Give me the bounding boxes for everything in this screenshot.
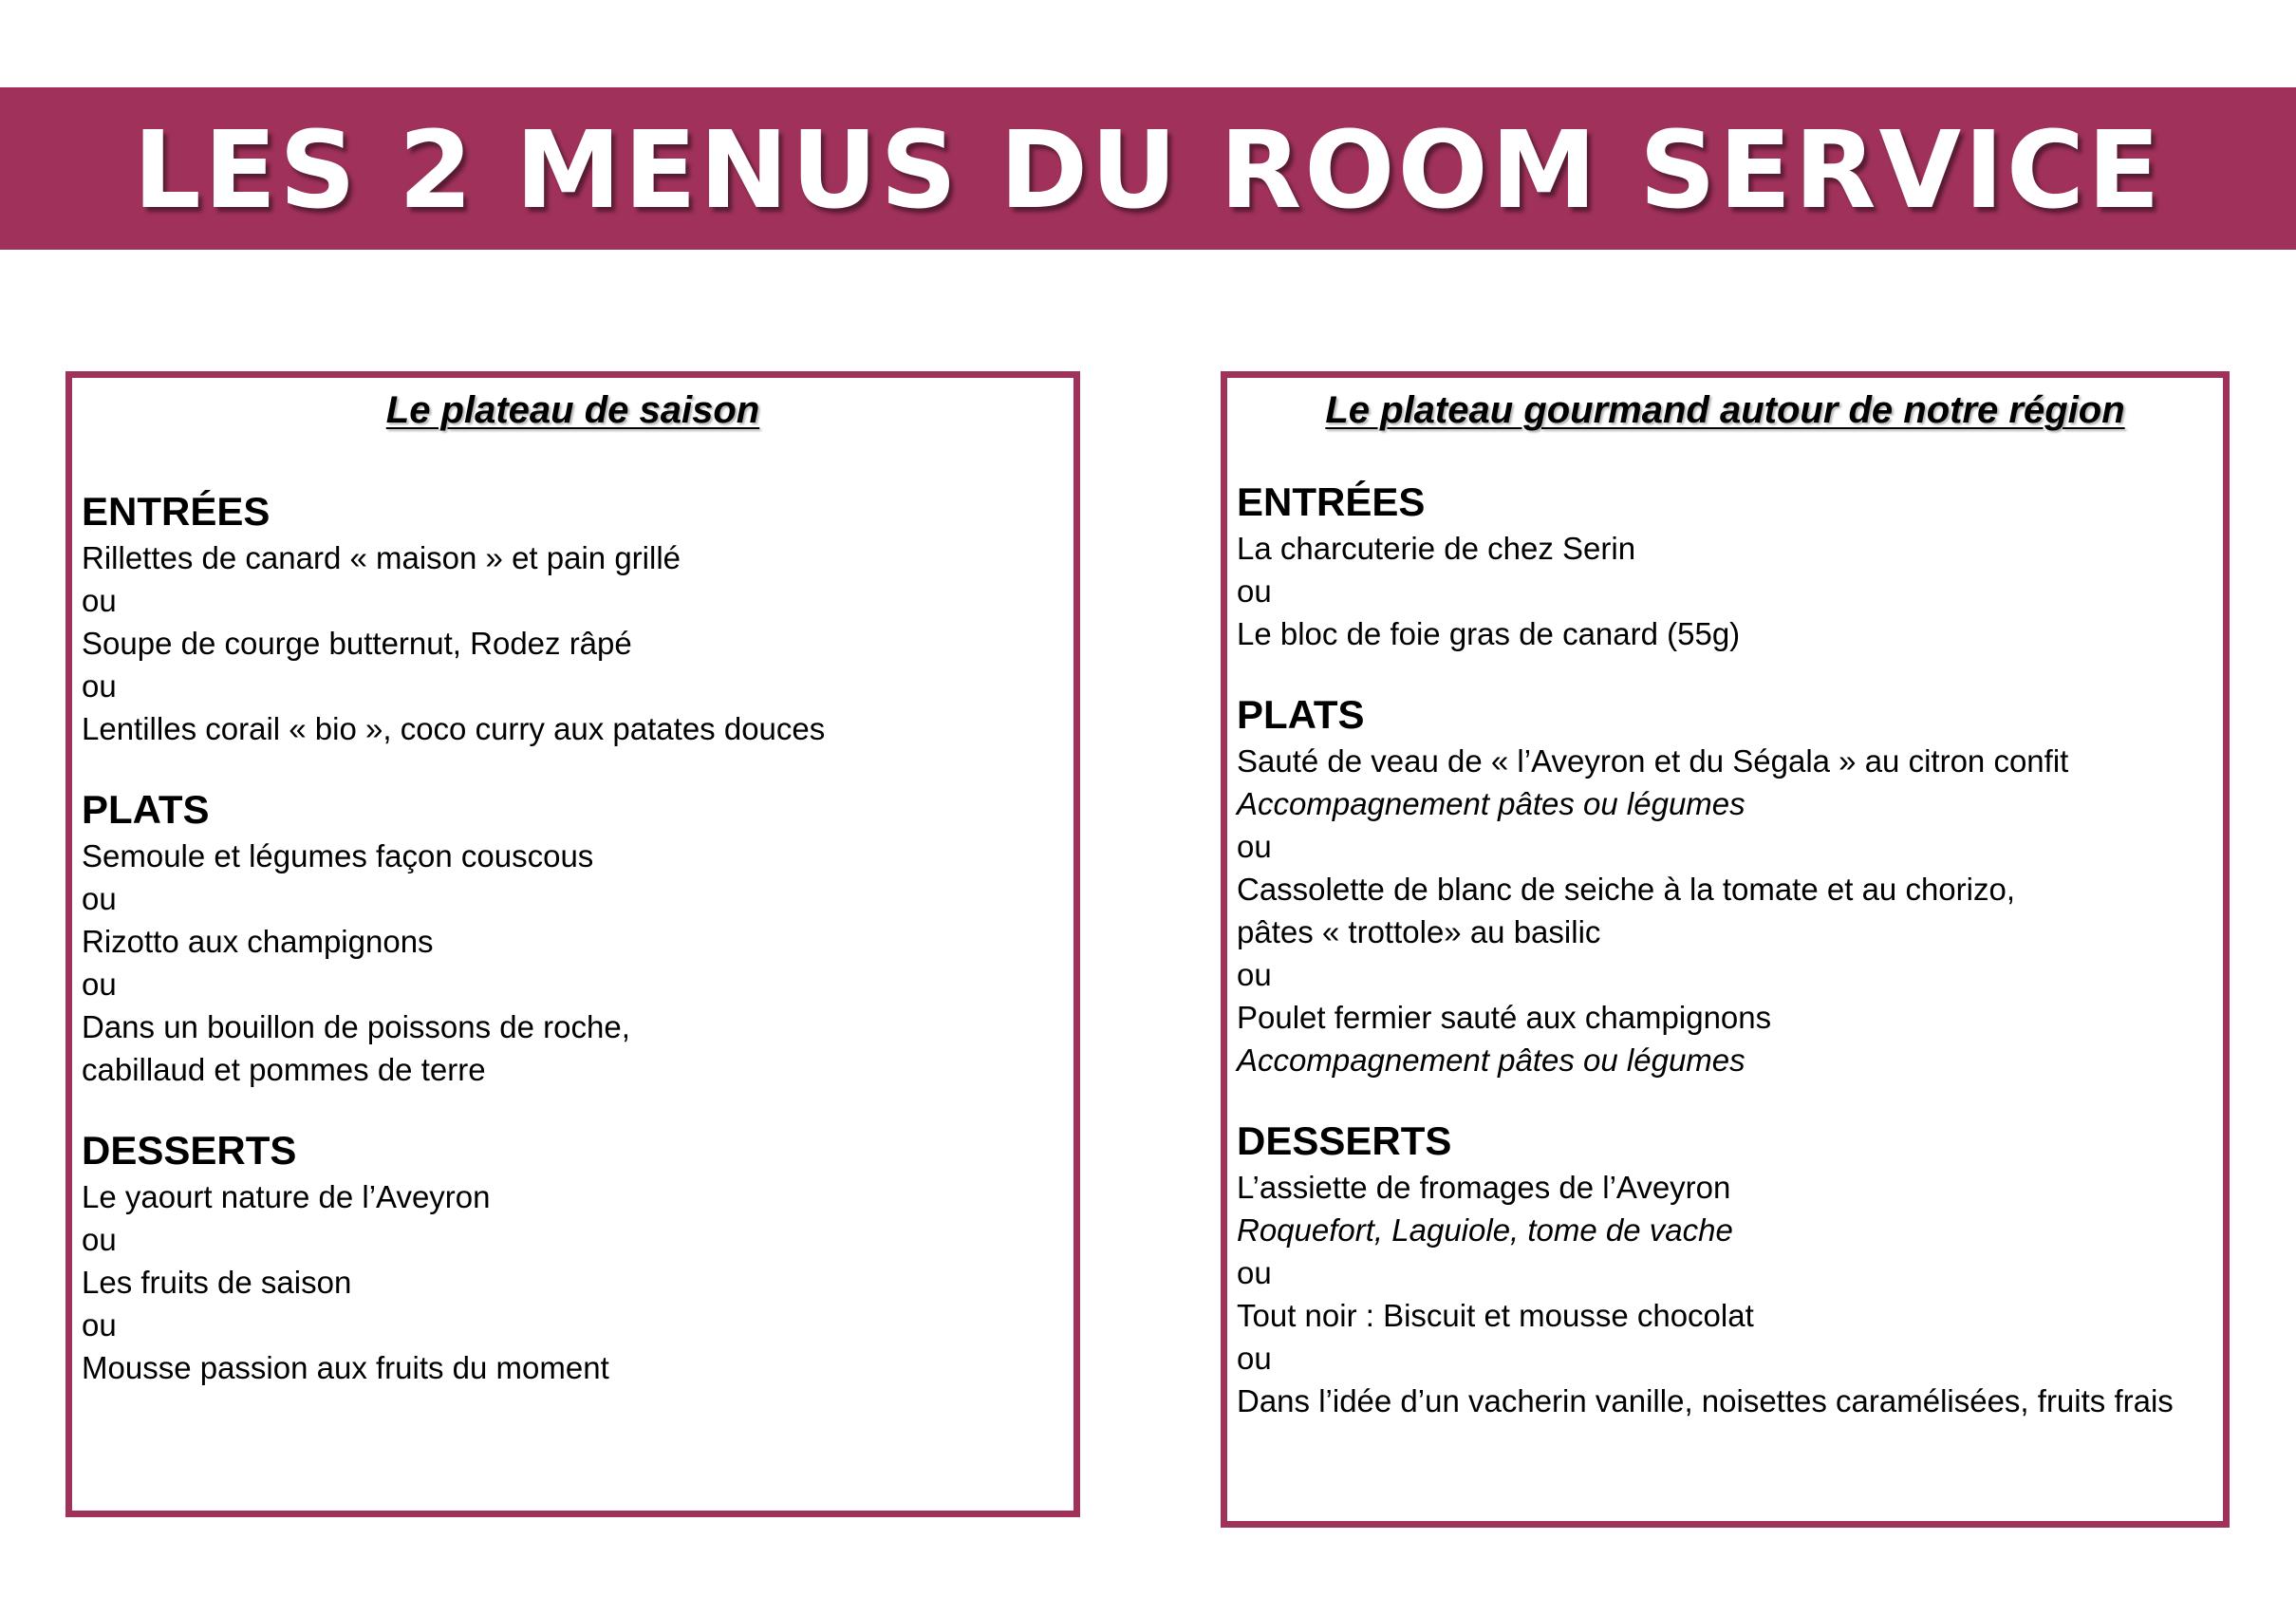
menu-item: Le bloc de foie gras de canard (55g) [1237, 616, 1741, 651]
section-heading: ENTRÉES [1237, 479, 1426, 524]
menu-item: Mousse passion aux fruits du moment [82, 1350, 609, 1385]
section-entrees [82, 487, 1073, 750]
section-heading: DESSERTS [82, 1128, 297, 1173]
menu-item: Le yaourt nature de l’Aveyron [82, 1179, 491, 1214]
menu-separator-ou: ou [1237, 1255, 1272, 1290]
section-lines [1237, 1166, 2223, 1422]
menu-item: Soupe de courge butternut, Rodez râpé [82, 626, 632, 661]
menu-item: Rillettes de canard « maison » et pain grillé [82, 540, 681, 575]
menu-separator-ou: ou [1237, 829, 1272, 864]
menu-item: Dans un bouillon de poissons de roche, [82, 1009, 630, 1044]
menu-separator-ou: ou [82, 583, 117, 618]
section-heading: PLATS [82, 787, 210, 832]
menu-item-note: Accompagnement pâtes ou légumes [1237, 1042, 1745, 1078]
menu-separator-ou: ou [1237, 957, 1272, 992]
section-lines [1237, 740, 2223, 1081]
menu-item: pâtes « trottole» au basilic [1237, 914, 1601, 949]
menu-item: L’assiette de fromages de l’Aveyron [1237, 1170, 1731, 1205]
menu-item: Cassolette de blanc de seiche à la tomate et au chorizo, [1237, 872, 2015, 907]
menu-item: Rizotto aux champignons [82, 924, 434, 959]
menu-item: Sauté de veau de « l’Aveyron et du Ségala » au citron confit [1237, 743, 2069, 779]
section-entrees [1237, 478, 2223, 655]
section-plats [82, 785, 1073, 1091]
title-banner [0, 87, 2296, 250]
menu-item-note: Accompagnement pâtes ou légumes [1237, 786, 1745, 821]
menu-item: Lentilles corail « bio », coco curry aux patates douces [82, 711, 826, 746]
menu-item: Dans l’idée d’un vacherin vanille, noisettes caramélisées, fruits frais [1237, 1383, 2174, 1418]
section-lines [82, 536, 1073, 750]
menu-title: Le plateau gourmand autour de notre région [1325, 389, 2125, 431]
menu-item-note: Roquefort, Laguiole, tome de vache [1237, 1212, 1733, 1248]
section-lines [82, 835, 1073, 1091]
section-heading: ENTRÉES [82, 489, 271, 534]
section-lines [1237, 527, 2223, 655]
menu-card-saison [65, 371, 1080, 1517]
menu-item: Poulet fermier sauté aux champignons [1237, 1000, 1772, 1035]
menu-item: La charcuterie de chez Serin [1237, 531, 1636, 566]
menu-item: Les fruits de saison [82, 1265, 352, 1300]
page-title: LES 2 MENUS DU ROOM SERVICE [133, 108, 2163, 233]
menu-card-gourmand [1221, 371, 2230, 1528]
menu-separator-ou: ou [82, 1307, 117, 1343]
menu-separator-ou: ou [1237, 1341, 1272, 1376]
section-heading: DESSERTS [1237, 1118, 1452, 1163]
menu-separator-ou: ou [82, 881, 117, 916]
section-desserts [1237, 1117, 2223, 1422]
menu-item: cabillaud et pommes de terre [82, 1052, 486, 1087]
menu-item: Tout noir : Biscuit et mousse chocolat [1237, 1298, 1754, 1333]
menu-item: Semoule et légumes façon couscous [82, 838, 594, 873]
menu-separator-ou: ou [82, 967, 117, 1002]
menu-separator-ou: ou [82, 1222, 117, 1257]
menu-title: Le plateau de saison [385, 389, 760, 431]
section-heading: PLATS [1237, 692, 1365, 737]
section-lines [82, 1175, 1073, 1389]
menu-separator-ou: ou [82, 668, 117, 704]
section-desserts [82, 1126, 1073, 1389]
menu-separator-ou: ou [1237, 573, 1272, 609]
section-plats [1237, 690, 2223, 1081]
